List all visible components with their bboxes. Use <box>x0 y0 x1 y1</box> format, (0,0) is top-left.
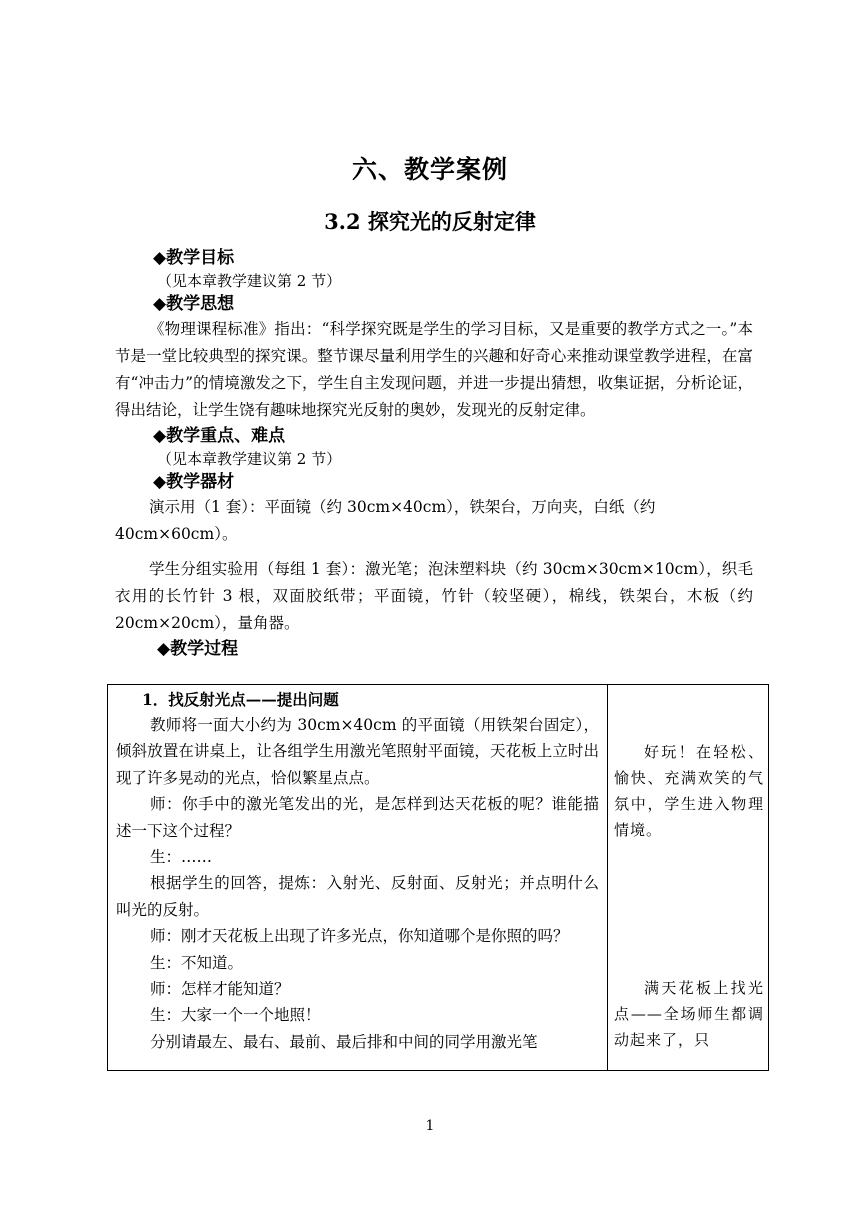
process-paragraph: 师：你手中的激光笔发出的光，是怎样到达天花板的呢？谁能描述一下这个过程？ <box>116 795 599 840</box>
section-heading-goals: ◆教学目标 <box>153 248 235 268</box>
process-paragraph: 根据学生的回答，提炼：入射光、反射面、反射光；并点明什么叫光的反射。 <box>116 874 599 919</box>
process-notes-cell <box>608 685 769 1071</box>
process-paragraph: 生：…… <box>150 848 213 867</box>
equipment-demo-line-2: 40cm×60cm）。 <box>115 525 238 543</box>
margin-note: 好玩！在轻松、愉快、充满欢笑的气氛中，学生进入物理情境。 <box>614 743 764 839</box>
process-paragraph: 生：大家一个一个地照！ <box>150 1006 321 1025</box>
section-text-thought: 《物理课程标准》指出：“科学探究既是学生的学习目标，又是重要的教学方式之一。”本节是一堂比较典型的探究课。整节课尽量利用学生的兴趣和好奇心来推动课堂教学进程，在富有“冲击力”的情境激发之下，学生自主发现问题，并进一步提出猜想，收集证据，分析论证，得出结论，让学生饶有趣味地探究光反射的奥妙，发现光的反射定律。 <box>115 320 753 419</box>
process-main-cell <box>108 685 608 1071</box>
equipment-demo-line-1: 演示用（1 套）：平面镜（约 30cm×40cm），铁架台，万向夹，白纸（约 <box>149 498 656 516</box>
step-title: 1．找反射光点——提出问题 <box>142 690 339 709</box>
page-title: 六、教学案例 <box>351 155 508 184</box>
process-table <box>107 684 769 1071</box>
margin-note: 满天花板上找光点——全场师生都调动起来了，只 <box>614 979 764 1049</box>
page-number: 1 <box>425 1118 435 1134</box>
process-paragraph: 师：刚才天花板上出现了许多光点，你知道哪个是你照的吗？ <box>150 927 569 946</box>
lesson-content <box>115 246 753 661</box>
section-note-key-points: （见本章教学建议第 2 节） <box>157 450 342 468</box>
section-heading-key-points: ◆教学重点、难点 <box>153 426 286 446</box>
process-paragraph: 师：怎样才能知道？ <box>150 980 290 999</box>
section-note-goals: （见本章教学建议第 2 节） <box>157 272 342 290</box>
section-heading-equipment: ◆教学器材 <box>153 472 235 492</box>
process-paragraph: 教师将一面大小约为 30cm×40cm 的平面镜（用铁架台固定），倾斜放置在讲桌上，让各组学生用激光笔照射平面镜，天花板上立时出现了许多晃动的光点，恰似繁星点点。 <box>116 716 599 787</box>
process-paragraph: 生：不知道。 <box>150 953 244 972</box>
section-heading-process: ◆教学过程 <box>157 639 239 659</box>
lesson-title: 3.2 探究光的反射定律 <box>324 209 536 234</box>
equipment-student-text: 学生分组实验用（每组 1 套）：激光笔；泡沫塑料块（约 30cm×30cm×10cm），织毛衣用的长竹针 3 根，双面胶纸带；平面镜，竹针（较坚硬），棉线，铁架台，木板（约 20cm×20cm），量角器。 <box>115 560 753 632</box>
process-paragraph: 分别请最左、最右、最前、最后排和中间的同学用激光笔 <box>150 1032 538 1051</box>
section-heading-thought: ◆教学思想 <box>153 294 235 314</box>
